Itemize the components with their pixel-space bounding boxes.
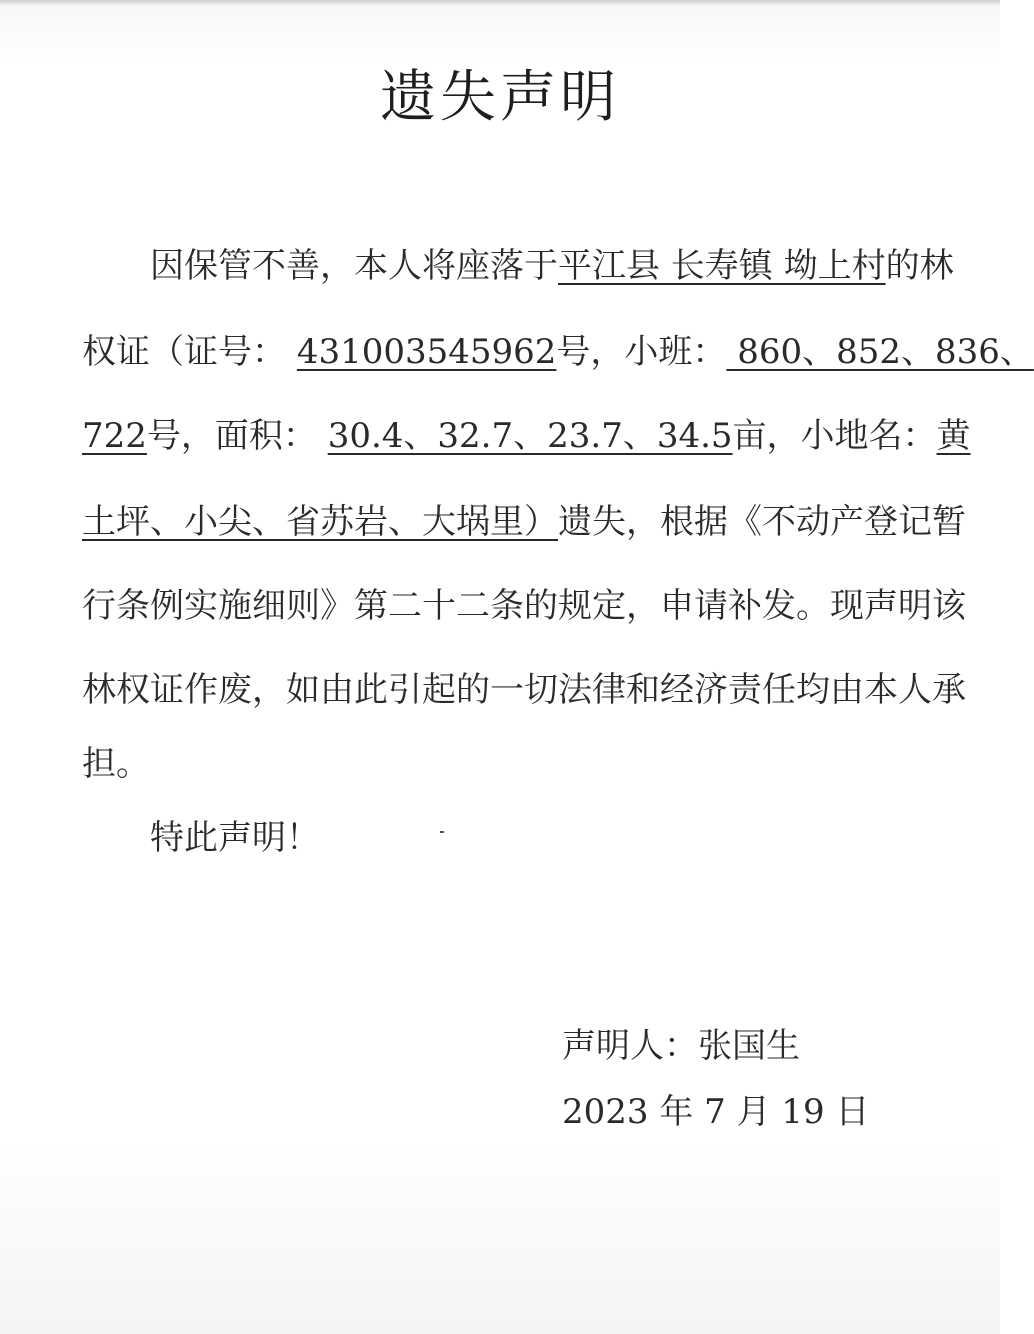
body-text: 亩，小地名： xyxy=(732,416,937,456)
certificate-number-field: 431003545962 xyxy=(296,332,557,372)
location-field: 平江县 长寿镇 坳上村 xyxy=(558,246,886,286)
body-line-6: 林权证作废，如由此引起的一切法律和经济责任均由本人承 xyxy=(82,670,966,710)
body-line-1 xyxy=(150,244,966,288)
body-line-5: 行条例实施细则》第二十二条的规定，申请补发。现声明该 xyxy=(82,586,966,626)
place-name-field: 土坪、小尖、省苏岩、大埚里） xyxy=(82,502,558,542)
declarant-signature: 声明人：张国生 xyxy=(562,1026,800,1066)
plot-numbers-field: 860、852、836、 xyxy=(726,332,1034,372)
body-text: 号，小班： xyxy=(556,332,727,372)
body-line-4 xyxy=(82,500,966,544)
scan-edge xyxy=(0,0,1000,6)
body-text: 的林 xyxy=(885,246,954,286)
page-title: 遗失声明 xyxy=(380,65,620,130)
declaration-date: 2023 年 7 月 19 日 xyxy=(562,1092,870,1132)
closing-statement: 特此声明！ xyxy=(150,818,320,858)
plot-numbers-field: 722 xyxy=(82,416,147,456)
body-line-7: 担。 xyxy=(82,744,150,784)
body-line-3 xyxy=(82,414,971,458)
body-text: 号，面积： xyxy=(146,416,328,456)
body-text: 因保管不善，本人将座落于 xyxy=(150,246,558,286)
body-line-2 xyxy=(82,330,1034,374)
place-name-field: 黄 xyxy=(936,416,971,456)
scan-speck xyxy=(440,831,444,833)
area-field: 30.4、32.7、23.7、34.5 xyxy=(327,416,733,456)
body-text: 遗失，根据《不动产登记暂 xyxy=(558,502,966,542)
body-text: 权证（证号： xyxy=(82,332,297,372)
